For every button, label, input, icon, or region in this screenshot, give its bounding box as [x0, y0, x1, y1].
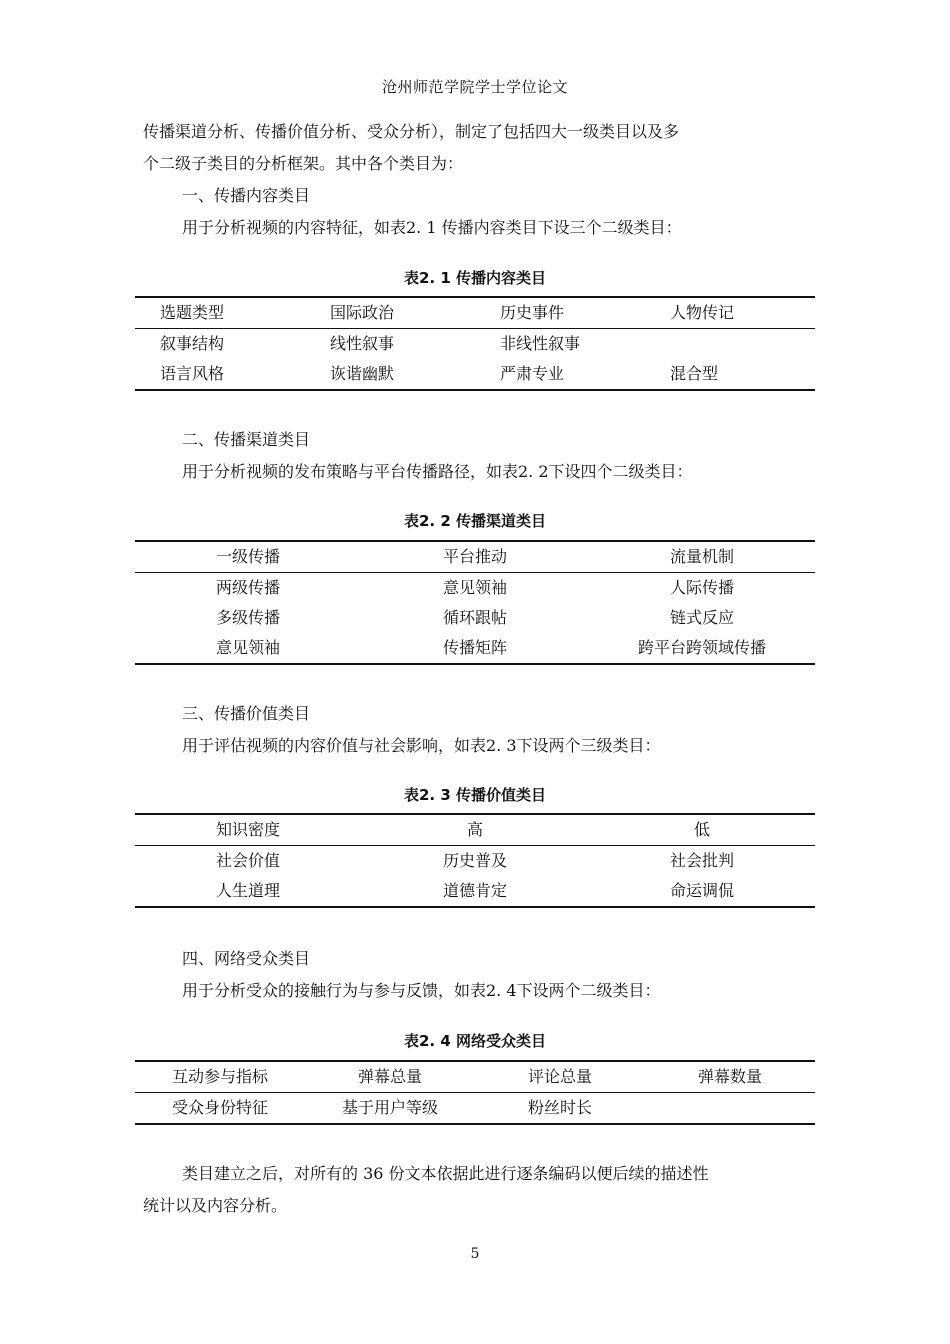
- table-row: [135, 603, 815, 633]
- table-row: [135, 573, 815, 603]
- table-content-category: [135, 296, 815, 391]
- table-cell: 平台推动: [442, 547, 507, 566]
- table-cell: 意见领袖: [215, 638, 280, 657]
- table-row: [135, 298, 815, 329]
- table-cell: 社会价值: [215, 851, 280, 870]
- table-cell: 高: [466, 820, 483, 839]
- table-cell: 低: [693, 820, 710, 839]
- table-cell: 非线性叙事: [500, 334, 581, 353]
- table-cell: 受众身份特征: [171, 1098, 268, 1117]
- table-caption-audience: 表2. 4 网络受众类目: [403, 1032, 547, 1050]
- table-caption-value: 表2. 3 传播价值类目: [403, 786, 547, 804]
- table-cell: 选题类型: [160, 303, 225, 322]
- table-cell: 国际政治: [330, 303, 395, 322]
- section-heading-channel: 二、传播渠道类目: [182, 430, 311, 449]
- final-paragraph-line-1: 类目建立之后，对所有的 36 份文本依据此进行逐条编码以便后续的描述性: [182, 1164, 709, 1183]
- table-row: [135, 359, 815, 389]
- table-cell: [670, 329, 840, 359]
- section-desc-content: 用于分析视频的内容特征，如表2. 1 传播内容类目下设三个二级类目：: [182, 218, 682, 237]
- table-row: [135, 846, 815, 876]
- table-cell: 人际传播: [669, 578, 734, 597]
- table-cell: 意见领袖: [442, 578, 507, 597]
- table-cell: 混合型: [670, 364, 719, 383]
- table-cell: 循环跟帖: [442, 608, 507, 627]
- table-cell: 弹幕总量: [357, 1067, 422, 1086]
- table-cell: 诙谐幽默: [330, 364, 395, 383]
- table-cell: 链式反应: [669, 608, 734, 627]
- table-row: [135, 329, 815, 359]
- table-cell: 粉丝时长: [527, 1098, 592, 1117]
- table-cell: 叙事结构: [160, 334, 225, 353]
- table-cell: 跨平台跨领域传播: [637, 638, 766, 657]
- table-value-category: [135, 813, 815, 908]
- section-heading-value: 三、传播价值类目: [182, 704, 311, 723]
- table-row: [135, 633, 815, 663]
- table-cell: 流量机制: [669, 547, 734, 566]
- section-heading-audience: 四、网络受众类目: [182, 949, 311, 968]
- table-cell: 人生道理: [215, 881, 280, 900]
- table-cell: 命运调侃: [669, 881, 734, 900]
- table-cell: 一级传播: [215, 547, 280, 566]
- section-desc-channel: 用于分析视频的发布策略与平台传播路径，如表2. 2下设四个二级类目：: [182, 462, 693, 481]
- section-heading-content: 一、传播内容类目: [182, 186, 311, 205]
- table-cell: 人物传记: [670, 303, 735, 322]
- section-desc-audience: 用于分析受众的接触行为与参与反馈，如表2. 4下设两个二级类目：: [182, 981, 661, 1000]
- table-cell: 传播矩阵: [442, 638, 507, 657]
- section-desc-value: 用于评估视频的内容价值与社会影响，如表2. 3下设两个三级类目：: [182, 736, 661, 755]
- table-cell: 基于用户等级: [341, 1098, 438, 1117]
- table-row: [135, 1093, 815, 1123]
- table-cell: 语言风格: [160, 364, 225, 383]
- table-cell: 评论总量: [527, 1067, 592, 1086]
- table-cell: 历史事件: [500, 303, 565, 322]
- intro-paragraph-line-1: 传播渠道分析、传播价值分析、受众分析），制定了包括四大一级类目以及多: [143, 122, 680, 141]
- table-caption-channel: 表2. 2 传播渠道类目: [403, 512, 547, 530]
- table-caption-content: 表2. 1 传播内容类目: [403, 269, 547, 287]
- table-row: [135, 542, 815, 573]
- final-paragraph-line-2: 统计以及内容分析。: [143, 1196, 288, 1215]
- page-number: 5: [470, 1246, 480, 1262]
- table-audience-category: [135, 1060, 815, 1125]
- table-cell: 线性叙事: [330, 334, 395, 353]
- table-row: [135, 876, 815, 906]
- table-row: [135, 1062, 815, 1093]
- table-cell: 严肃专业: [500, 364, 565, 383]
- table-channel-category: [135, 540, 815, 665]
- table-row: [135, 815, 815, 846]
- table-cell: [645, 1093, 815, 1123]
- page-header: 沧州师范学院学士学位论文: [381, 78, 568, 96]
- table-cell: 多级传播: [215, 608, 280, 627]
- table-cell: 弹幕数量: [697, 1067, 762, 1086]
- table-cell: 历史普及: [442, 851, 507, 870]
- table-cell: 知识密度: [215, 820, 280, 839]
- table-cell: 互动参与指标: [171, 1067, 268, 1086]
- table-cell: 两级传播: [215, 578, 280, 597]
- table-cell: 道德肯定: [442, 881, 507, 900]
- table-cell: 社会批判: [669, 851, 734, 870]
- intro-paragraph-line-2: 个二级子类目的分析框架。其中各个类目为：: [143, 154, 464, 173]
